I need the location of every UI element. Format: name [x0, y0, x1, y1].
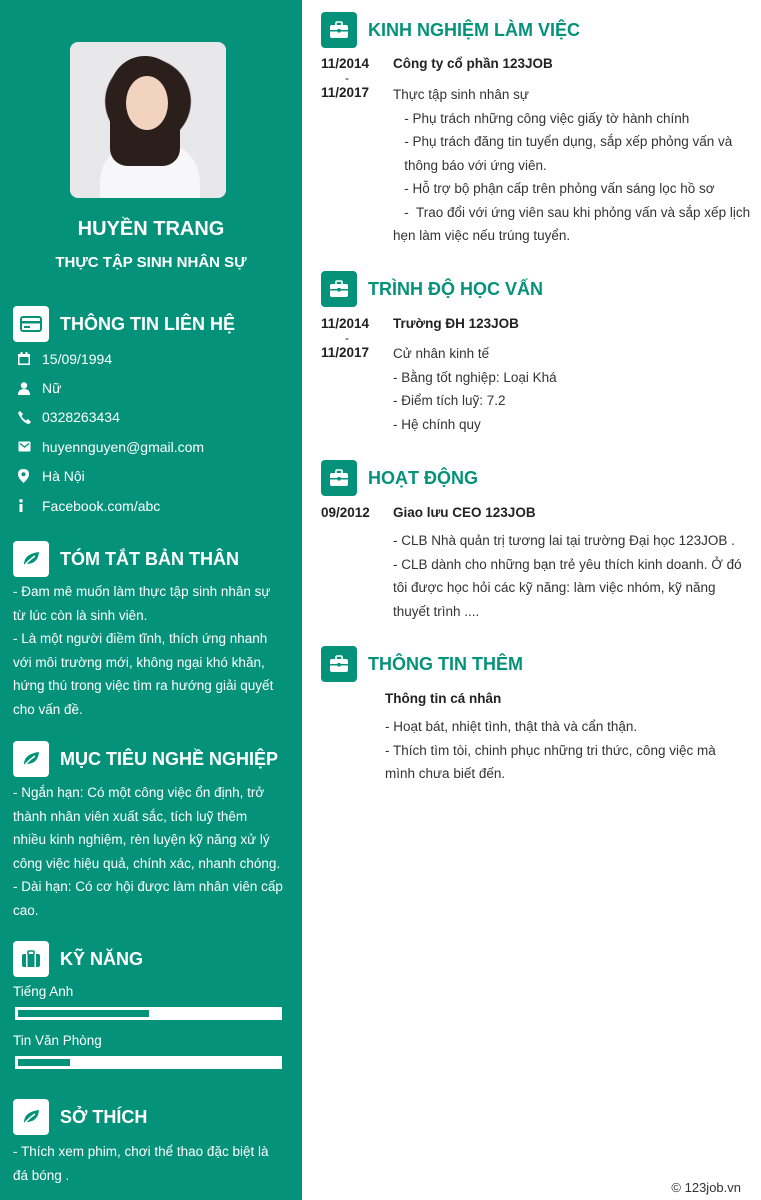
activities-event: Giao lưu CEO 123JOB	[393, 505, 536, 520]
location-icon	[18, 469, 42, 483]
hobbies-heading: SỞ THÍCH	[13, 1099, 147, 1135]
leaf-icon	[13, 541, 49, 577]
activities-date: 09/2012	[321, 505, 370, 520]
experience-heading: KINH NGHIỆM LÀM VIỆC	[321, 12, 580, 48]
experience-date-separator: -	[345, 71, 349, 85]
footer-copyright: © 123job.vn	[671, 1180, 741, 1195]
experience-date-from: 11/2014	[321, 56, 370, 71]
contact-item: Nữ	[18, 373, 204, 402]
sidebar	[0, 0, 302, 1200]
skill-label: Tin Văn Phòng	[13, 1033, 102, 1048]
experience-details: Thực tập sinh nhân sự - Phụ trách những công việc giấy tờ hành chính - Phụ trách đăng tin tuyển dụng, sắp xếp phỏng vấn và thông báo với ứng viên. - Hỗ trợ bộ phận cấp trên phỏng vấn sáng lọc hồ sơ - Trao đổi với ứng viên sau khi phỏng vấn và sắp xếp lịch hẹn làm việc nếu trúng tuyển.	[393, 87, 751, 243]
id-card-icon	[13, 306, 49, 342]
goals-heading: MỤC TIÊU NGHỀ NGHIỆP	[13, 741, 278, 777]
goals-text: - Ngắn hạn: Có một công việc ổn định, trở thành nhân viên xuất sắc, tích luỹ thêm nhiều kinh nghiệm, rèn luyện kỹ năng xử lý công việc hiệu quả, chính xác, nhanh chóng. - Dài hạn: Có cơ hội được làm nhân viên cấp cao.	[13, 785, 283, 918]
extra-subheading: Thông tin cá nhân	[385, 691, 502, 706]
activities-heading: HOẠT ĐỘNG	[321, 460, 478, 496]
phone-icon	[18, 411, 42, 424]
contact-item: Facebook.com/abc	[18, 491, 204, 520]
contact-item: Hà Nội	[18, 462, 204, 491]
contact-item: huyennguyen@gmail.com	[18, 432, 204, 461]
skill-bar-fill	[18, 1059, 70, 1066]
contact-item: 15/09/1994	[18, 344, 204, 373]
briefcase-icon	[321, 12, 357, 48]
education-heading: TRÌNH ĐỘ HỌC VẤN	[321, 271, 543, 307]
education-date-separator: -	[345, 331, 349, 345]
contact-list	[18, 344, 204, 520]
education-date-from: 11/2014	[321, 316, 370, 331]
leaf-icon	[13, 741, 49, 777]
info-icon	[18, 499, 42, 512]
education-school: Trường ĐH 123JOB	[393, 316, 519, 331]
user-icon	[18, 382, 42, 395]
leaf-icon	[13, 1099, 49, 1135]
skill-bar	[15, 1056, 282, 1069]
briefcase-icon	[321, 271, 357, 307]
summary-heading: TÓM TẮT BẢN THÂN	[13, 541, 239, 577]
contact-item: 0328263434	[18, 403, 204, 432]
summary-text: - Đam mê muốn làm thực tập sinh nhân sự từ lúc còn là sinh viên. - Là một người điềm tĩnh, thích ứng nhanh với môi trường mới, không ngại khó khăn, hứng thú trong việc tìm ra hướng giải quyết cho vấn đề.	[13, 584, 274, 717]
extra-details: - Hoạt bát, nhiệt tình, thật thà và cẩn thận. - Thích tìm tòi, chinh phục những tri thức, công việc mà mình chưa biết đến.	[385, 719, 716, 781]
skills-heading: KỸ NĂNG	[13, 941, 143, 977]
experience-date-to: 11/2017	[321, 85, 370, 100]
education-details: Cử nhân kinh tế - Bằng tốt nghiệp: Loại Khá - Điểm tích luỹ: 7.2 - Hệ chính quy	[393, 346, 557, 432]
contact-heading: THÔNG TIN LIÊN HỆ	[13, 306, 235, 342]
briefcase-icon	[321, 646, 357, 682]
profile-job-title: THỰC TẬP SINH NHÂN SỰ	[55, 254, 247, 271]
skill-label: Tiếng Anh	[13, 984, 74, 999]
briefcase-icon	[13, 941, 49, 977]
activities-details: - CLB Nhà quản trị tương lai tại trường Đại học 123JOB . - CLB dành cho những bạn trẻ yêu thích kinh doanh. Ở đó tôi được học hỏi các kỹ năng: làm việc nhóm, kỹ năng thuyết trình ....	[393, 533, 742, 619]
email-icon	[18, 441, 42, 452]
education-date-to: 11/2017	[321, 345, 370, 360]
profile-name: HUYỀN TRANG	[77, 218, 225, 240]
hobbies-text: - Thích xem phim, chơi thể thao đặc biệt là đá bóng .	[13, 1144, 269, 1183]
experience-company: Công ty cổ phần 123JOB	[393, 56, 553, 71]
skill-bar-fill	[18, 1010, 149, 1017]
extra-heading: THÔNG TIN THÊM	[321, 646, 523, 682]
profile-photo	[70, 42, 226, 198]
briefcase-icon	[321, 460, 357, 496]
calendar-icon	[18, 352, 42, 365]
skill-bar	[15, 1007, 282, 1020]
